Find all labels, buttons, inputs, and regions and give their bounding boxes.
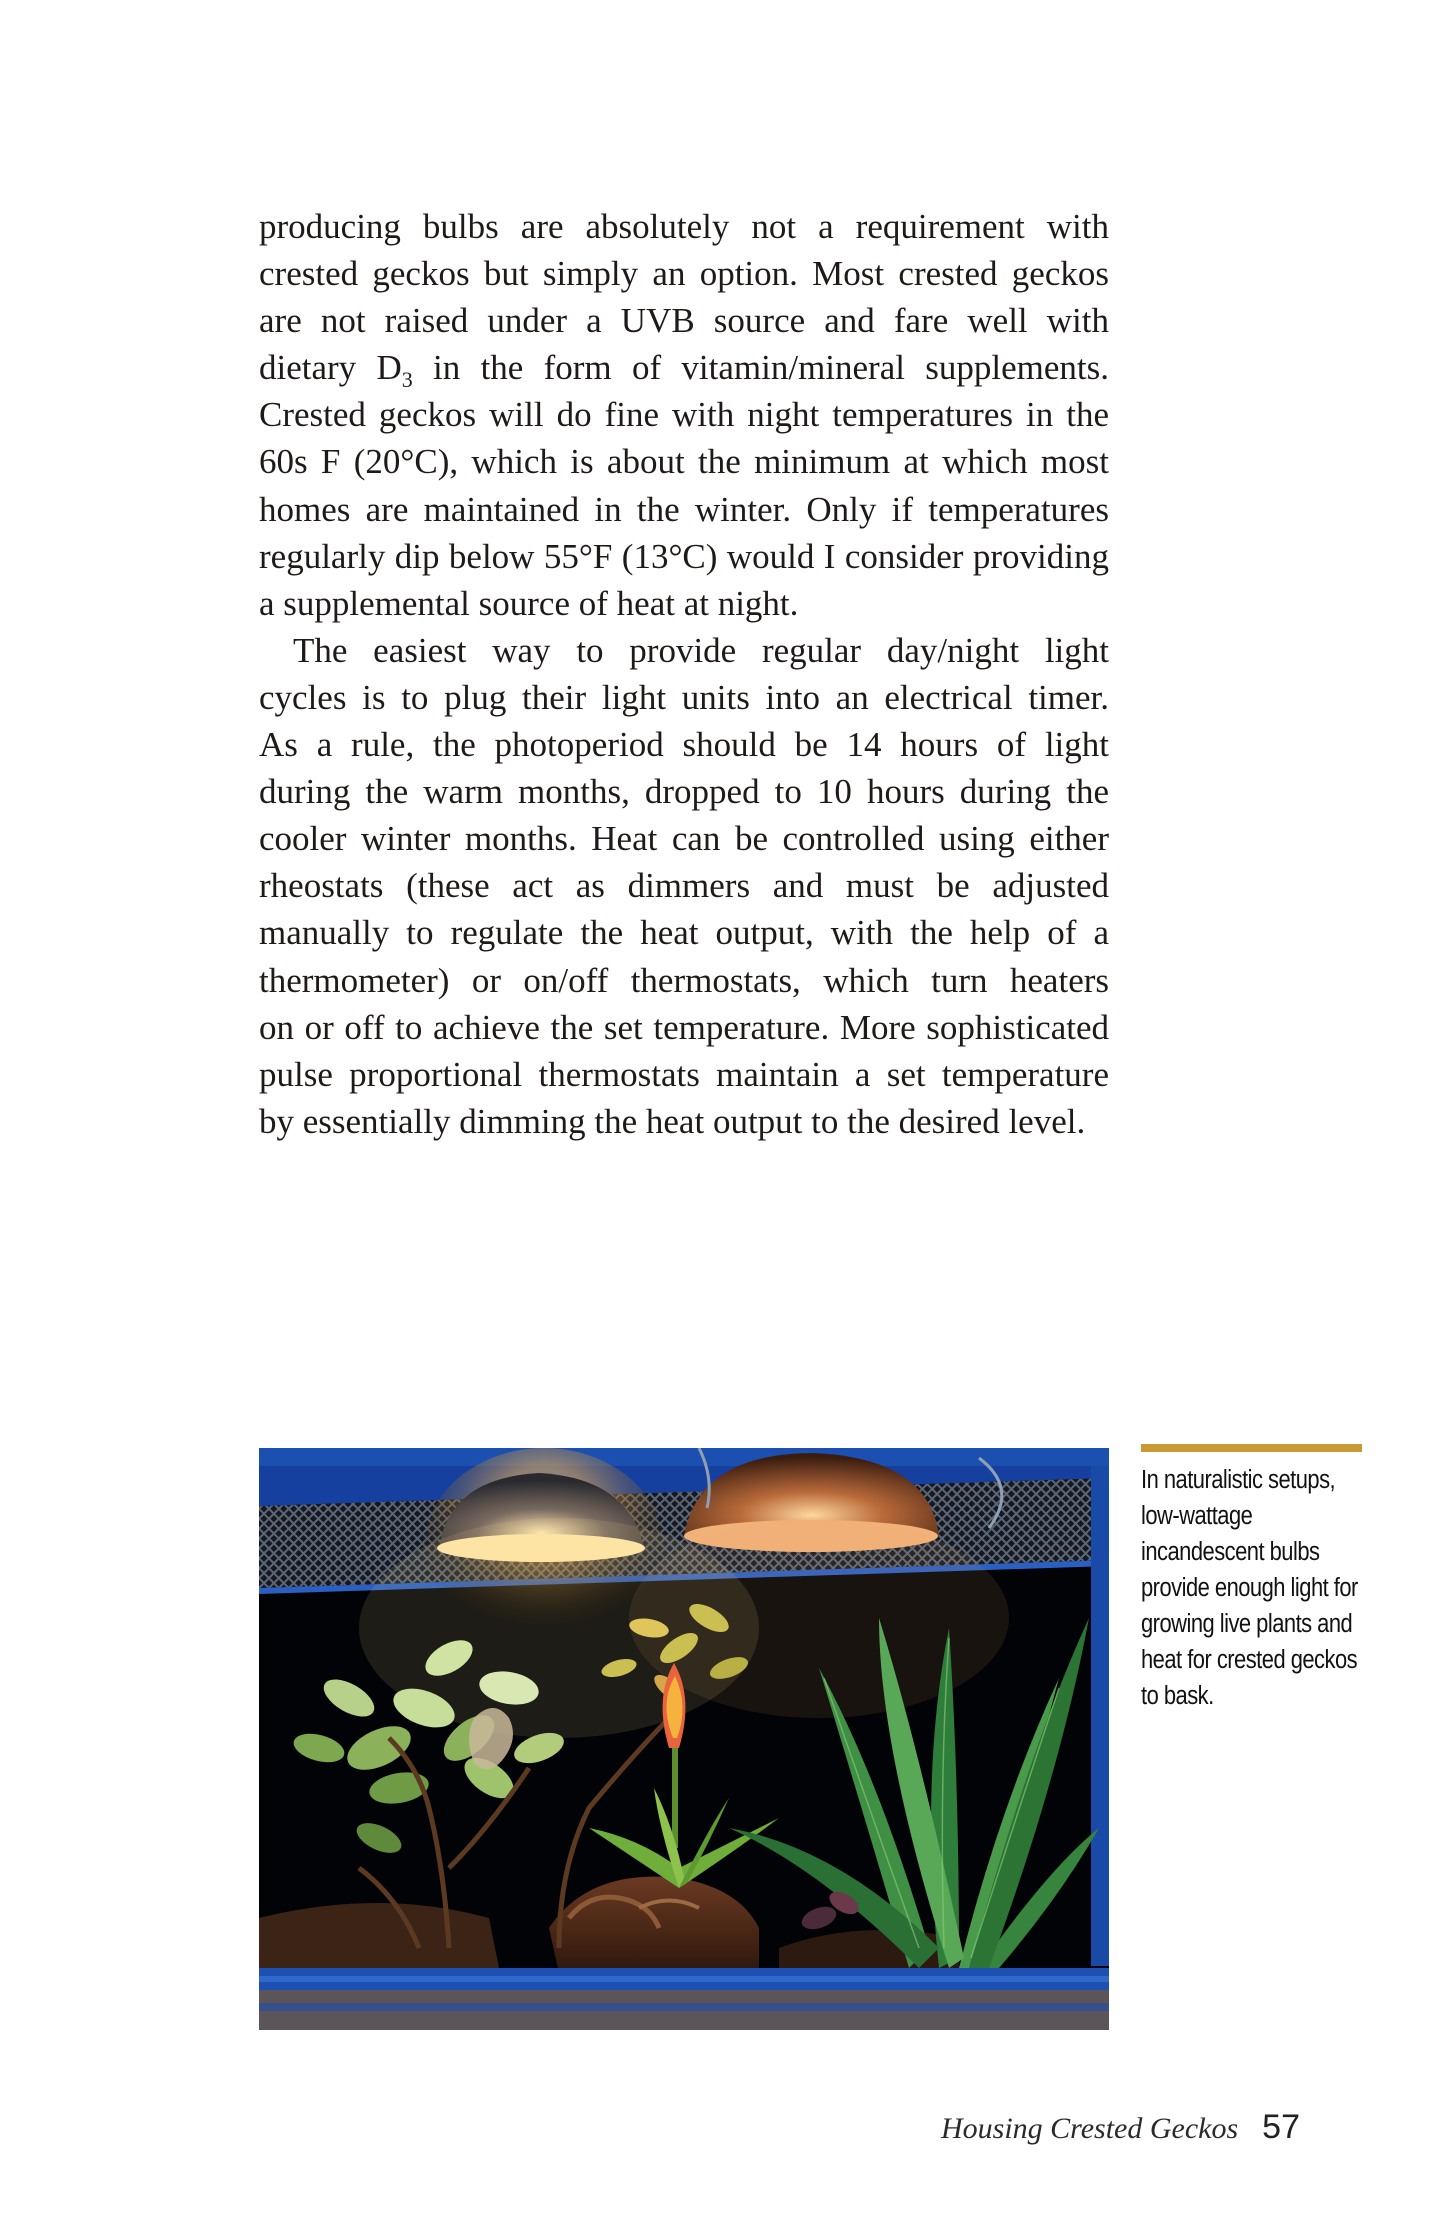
- text-line: cycles is to plug their light units into an electrical timer.: [259, 677, 1109, 717]
- subscript-3: 3: [401, 367, 413, 393]
- text-line: 60s F (20°C), which is about the minimum at which most: [259, 442, 1109, 482]
- text-line: on or off to achieve the set temperature. More sophisticated: [259, 1007, 1109, 1047]
- text-line: cooler winter months. Heat can be controlled using either: [259, 819, 1109, 859]
- text-line: As a rule, the photoperiod should be 14 hours of light: [259, 725, 1109, 765]
- page-footer: [941, 2108, 1300, 2147]
- text-line: a supplemental source of heat at night.: [259, 583, 799, 623]
- text-line: crested geckos but simply an option. Most crested geckos: [259, 254, 1109, 294]
- text-line-with-subscript: [259, 344, 1109, 391]
- text-line: rheostats (these act as dimmers and must be adjusted: [259, 866, 1109, 906]
- text-line: by essentially dimming the heat output to the desired level.: [259, 1101, 1086, 1141]
- text-line: during the warm months, dropped to 10 hours during the: [259, 772, 1109, 812]
- text-line: producing bulbs are absolutely not a requirement with: [259, 207, 1109, 246]
- terrarium-illustration: [259, 1448, 1109, 2030]
- text-line: manually to regulate the heat output, with the help of a: [259, 913, 1109, 953]
- text-line: homes are maintained in the winter. Only if temperatures: [259, 489, 1109, 529]
- caption-rule: [1141, 1444, 1362, 1452]
- supplements-text: in the form of vitamin/mineral supplements.: [433, 348, 1109, 388]
- text-line: The easiest way to provide regular day/night light: [293, 630, 1109, 670]
- page-number: 57: [1262, 2108, 1300, 2146]
- text-line: are not raised under a UVB source and fare well with: [259, 301, 1109, 341]
- running-head: Housing Crested Geckos: [940, 2112, 1239, 2145]
- terrarium-photo: [259, 1448, 1109, 2030]
- text-line: thermometer) or on/off thermostats, which turn heaters: [259, 960, 1109, 1000]
- paragraph-2: [259, 627, 1109, 1145]
- text-line: pulse proportional thermostats maintain a set temperature: [259, 1054, 1109, 1094]
- dietary-d-text: dietary D: [259, 348, 402, 388]
- text-line: Crested geckos will do fine with night temperatures in the: [259, 395, 1109, 435]
- body-text: [259, 203, 1109, 1145]
- figure-caption: In naturalistic setups, low-wattage incandescent bulbs provide enough light for growing live plants and heat for crested geckos to bask.: [1141, 1466, 1358, 1710]
- text-line: regularly dip below 55°F (13°C) would I consider providing: [259, 536, 1109, 576]
- paragraph-1: [259, 203, 1109, 627]
